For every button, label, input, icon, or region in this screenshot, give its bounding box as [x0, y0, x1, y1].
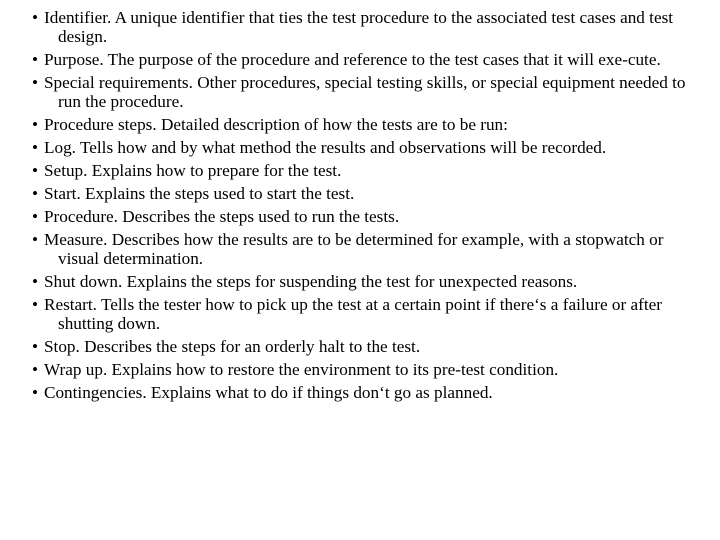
list-item	[32, 161, 702, 180]
list-item	[32, 184, 702, 203]
bullet-icon: •	[32, 115, 39, 134]
bullet-icon: •	[32, 337, 39, 356]
list-item	[32, 115, 702, 134]
bullet-icon: •	[32, 8, 39, 27]
list-item	[32, 50, 702, 69]
bullet-icon: •	[32, 207, 39, 226]
list-item-text: Wrap up. Explains how to restore the environment to its pre-test condition.	[44, 360, 559, 379]
list-item-text: Stop. Describes the steps for an orderly halt to the test.	[44, 337, 421, 356]
list-item	[32, 272, 702, 291]
bullet-icon: •	[32, 383, 39, 402]
list-item-text: Identifier. A unique identifier that ties the test procedure to the associated test cases and test design.	[44, 8, 674, 46]
list-item-text: Purpose. The purpose of the procedure and reference to the test cases that it will exe-cute.	[44, 50, 661, 69]
list-item-text: Shut down. Explains the steps for suspending the test for unexpected reasons.	[44, 272, 578, 291]
list-item-text: Procedure steps. Detailed description of how the tests are to be run:	[44, 115, 508, 134]
list-item	[32, 207, 702, 226]
bullet-icon: •	[32, 295, 39, 314]
list-item-text: Restart. Tells the tester how to pick up the test at a certain point if there‘s a failure or after shutting down.	[44, 295, 662, 333]
list-item-text: Measure. Describes how the results are to be determined for example, with a stopwatch or visual determination.	[44, 230, 664, 268]
list-item	[32, 8, 702, 46]
bullet-icon: •	[32, 230, 39, 249]
list-item-text: Start. Explains the steps used to start the test.	[44, 184, 355, 203]
bullet-icon: •	[32, 138, 39, 157]
bullet-icon: •	[32, 50, 39, 69]
list-item	[32, 230, 702, 268]
list-item-text: Log. Tells how and by what method the results and observations will be recorded.	[44, 138, 607, 157]
list-item	[32, 73, 702, 111]
bullet-icon: •	[32, 73, 39, 92]
list-item-text: Contingencies. Explains what to do if things don‘t go as planned.	[44, 383, 493, 402]
list-item	[32, 337, 702, 356]
list-item	[32, 295, 702, 333]
bullet-icon: •	[32, 161, 39, 180]
list-item-text: Special requirements. Other procedures, special testing skills, or special equipment needed to run the procedure.	[44, 73, 686, 111]
list-item	[32, 360, 702, 379]
list-item	[32, 383, 702, 402]
bullet-list	[32, 8, 702, 406]
bullet-icon: •	[32, 184, 39, 203]
list-item	[32, 138, 702, 157]
list-item-text: Procedure. Describes the steps used to run the tests.	[44, 207, 400, 226]
bullet-icon: •	[32, 360, 39, 379]
list-item-text: Setup. Explains how to prepare for the test.	[44, 161, 342, 180]
bullet-icon: •	[32, 272, 39, 291]
